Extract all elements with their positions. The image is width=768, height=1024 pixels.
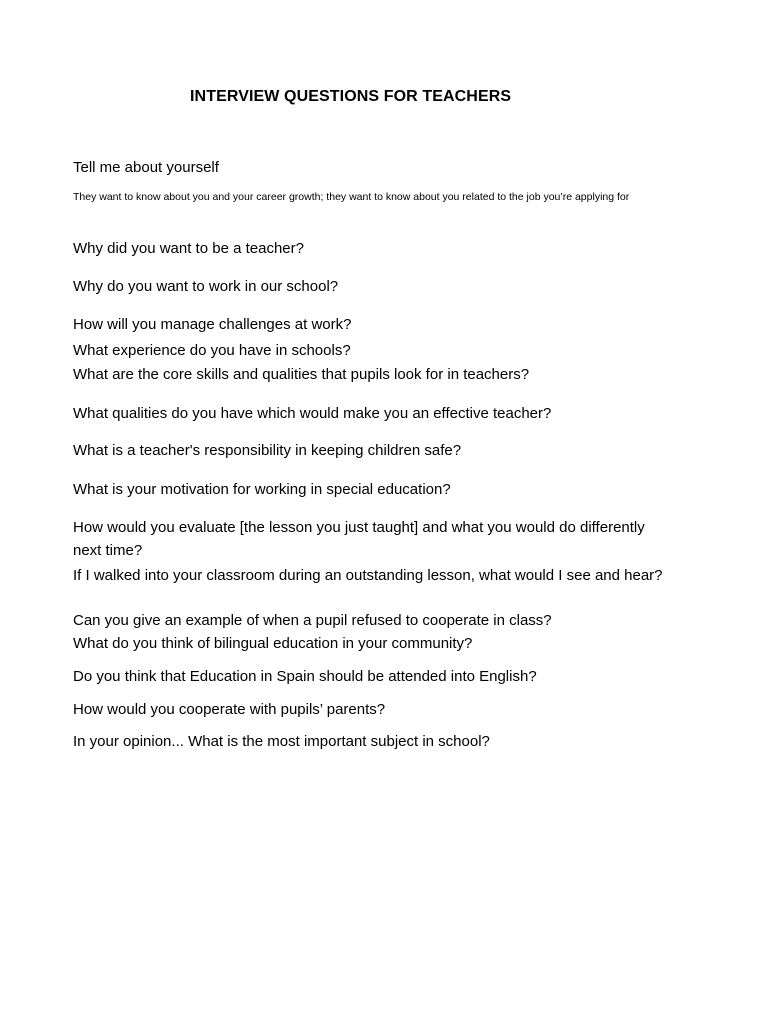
question-item: How would you cooperate with pupils’ parents? (73, 701, 386, 718)
question-item: In your opinion... What is the most important subject in school? (73, 733, 490, 750)
intro-note: They want to know about you and your career growth; they want to know about you related to the job you’re applying for (73, 191, 630, 203)
question-item: If I walked into your classroom during an outstanding lesson, what would I see and hear? (73, 567, 663, 584)
question-item: What do you think of bilingual education in your community? (73, 635, 473, 652)
question-item: Why do you want to work in our school? (73, 278, 339, 295)
question-item: What experience do you have in schools? (73, 342, 351, 359)
question-item: What is your motivation for working in special education? (73, 481, 451, 498)
document-title: INTERVIEW QUESTIONS FOR TEACHERS (190, 88, 512, 105)
question-item: Why did you want to be a teacher? (73, 240, 304, 257)
question-item: Do you think that Education in Spain should be attended into English? (73, 668, 537, 685)
question-item: How will you manage challenges at work? (73, 316, 352, 333)
question-item: How would you evaluate [the lesson you just taught] and what you would do differently next time? (73, 519, 645, 559)
question-item: What are the core skills and qualities that pupils look for in teachers? (73, 366, 530, 383)
question-item: What qualities do you have which would make you an effective teacher? (73, 405, 552, 422)
question-item: What is a teacher's responsibility in keeping children safe? (73, 442, 462, 459)
question-item: Can you give an example of when a pupil refused to cooperate in class? (73, 612, 552, 629)
intro-question: Tell me about yourself (73, 159, 219, 176)
